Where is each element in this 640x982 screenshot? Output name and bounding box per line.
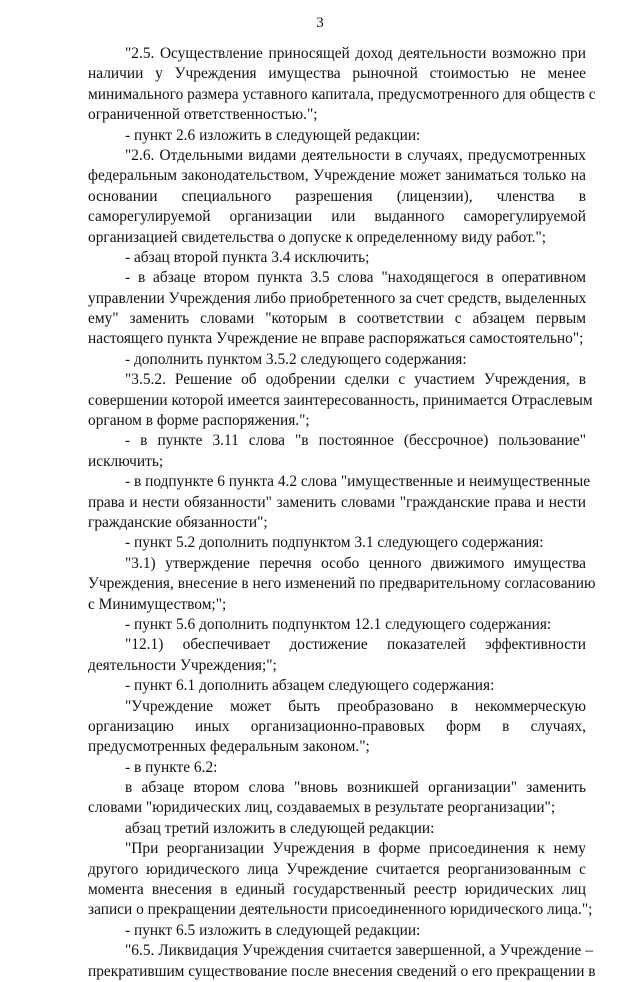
text-line: - пункт 6.5 изложить в следующей редакции: [125,921,421,939]
text-line: - пункт 5.2 дополнить подпунктом 3.1 следующего содержания: [125,534,544,552]
text-line: права и нести обязанности" заменить словами "гражданские права и нести [88,493,586,511]
text-line: - дополнить пунктом 3.5.2 следующего содержания: [125,350,467,368]
text-line: другого юридического лица Учреждение считается реорганизованным с [88,860,586,878]
text-line: словами "юридических лиц, создаваемых в результате реорганизации"; [88,799,556,817]
text-line: абзац третий изложить в следующей редакции: [125,819,435,837]
text-line: управлении Учреждения либо приобретенного за счет средств, выделенных [88,289,587,307]
text-line: "При реорганизации Учреждения в форме присоединения к нему [125,840,586,858]
text-line: предусмотренных федеральным законом."; [88,738,370,756]
text-line: в абзаце втором слова "вновь возникшей организации" заменить [125,779,586,797]
text-line: совершении которой имеется заинтересованность, принимается Отраслевым [88,391,593,409]
text-line: ограниченной ответственностью."; [88,106,318,124]
text-line: - в пункте 3.11 слова "в постоянное (бессрочное) пользование" [125,432,586,450]
text-line: прекратившим существование после внесения сведений о его прекращении в [88,962,596,980]
text-line: - пункт 5.6 дополнить подпунктом 12.1 следующего содержания: [125,615,552,633]
text-line: деятельности Учреждения;"; [88,656,277,674]
text-line: - абзац второй пункта 3.4 исключить; [125,248,370,266]
text-line: - пункт 6.1 дополнить абзацем следующего содержания: [125,677,495,695]
text-line: - пункт 2.6 изложить в следующей редакции: [125,126,421,144]
text-line: основании специального разрешения (лицензии), членства в [88,187,586,205]
text-line: настоящего пункта Учреждение не вправе распоряжаться самостоятельно"; [88,330,584,348]
text-line: "12.1) обеспечивает достижение показателей эффективности [125,636,586,654]
text-line: организацией свидетельства о допуске к определенному виду работ."; [88,228,547,246]
text-line: саморегулируемой организации или выданного саморегулируемой [88,208,586,226]
text-line: "3.1) утверждение перечня особо ценного движимого имущества [125,554,586,572]
text-line: с Минимуществом;"; [88,595,227,613]
text-line: органом в форме распоряжения."; [88,412,310,430]
text-line: "2.5. Осуществление приносящей доход деятельности возможно при [125,45,586,62]
text-line: федеральным законодательством, Учреждение может заниматься только на [88,167,586,185]
page-number: 3 [316,15,324,31]
text-line: гражданские обязанности"; [88,513,268,531]
text-line: организацию иных организационно-правовых форм в случаях, [88,717,586,735]
text-line: "Учреждение может быть преобразовано в некоммерческую [125,697,586,715]
text-line: исключить; [88,452,164,470]
text-line: - в абзаце втором пункта 3.5 слова "находящегося в оперативном [125,269,586,287]
text-line: "3.5.2. Решение об одобрении сделки с участием Учреждения, в [125,371,586,389]
text-line: "6.5. Ликвидация Учреждения считается завершенной, а Учреждение – [125,942,593,960]
text-line: - в подпункте 6 пункта 4.2 слова "имущественные и неимущественные [125,473,591,491]
text-line: "2.6. Отдельными видами деятельности в случаях, предусмотренных [125,146,586,164]
text-line: Учреждения, внесение в него изменений по предварительному согласованию [88,575,596,593]
text-line: записи о прекращении деятельности присоединенного юридического лица."; [88,901,593,919]
text-line: наличии у Учреждения имущества рыночной стоимостью не менее [88,65,586,83]
text-line: ему" заменить словами "которым в соответствии с абзацем первым [88,310,586,328]
text-line: момента внесения в единый государственный реестр юридических лиц [88,881,586,899]
document-body [88,44,596,982]
text-line: - в пункте 6.2: [125,758,218,776]
text-line: минимального размера уставного капитала, предусмотренного для обществ с [88,85,596,103]
